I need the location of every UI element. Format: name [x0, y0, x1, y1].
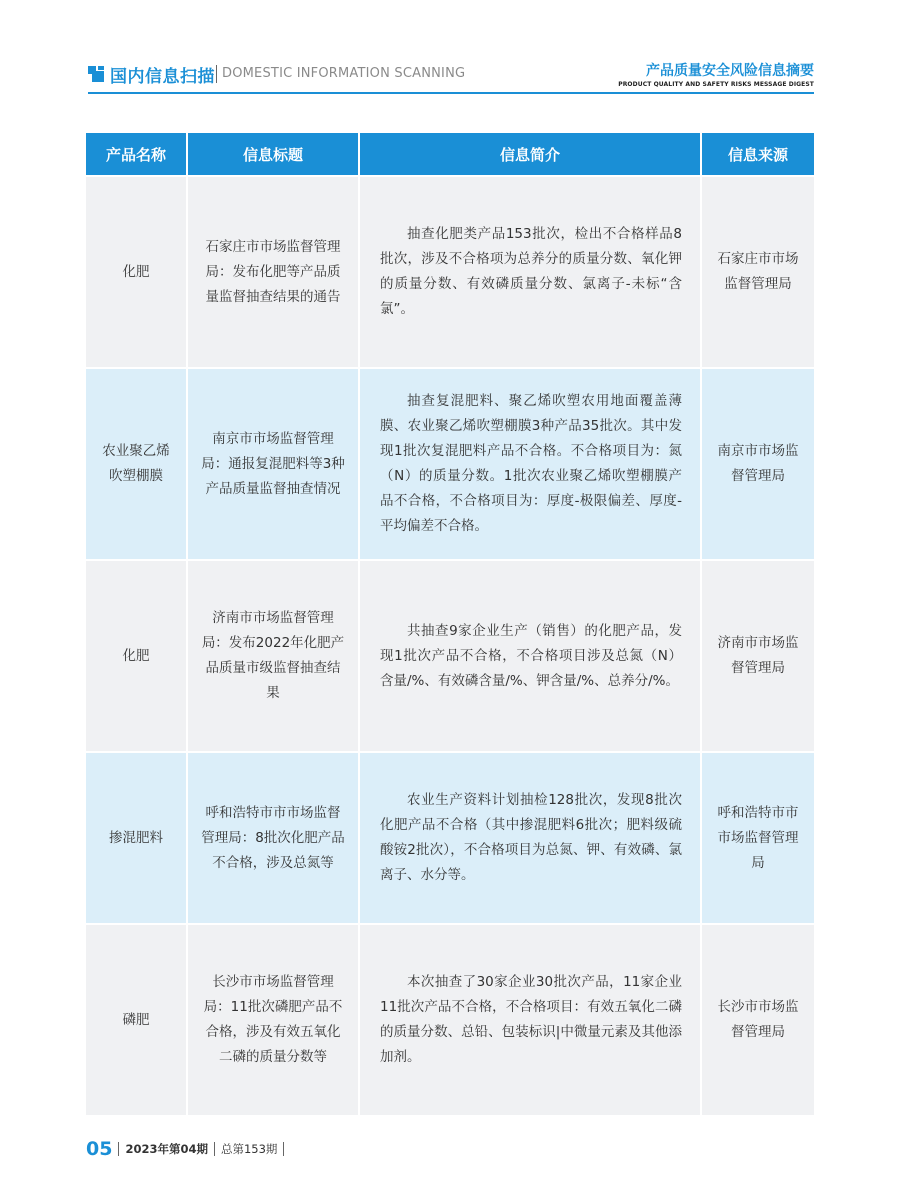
header-rule [88, 92, 814, 94]
footer-divider [214, 1142, 215, 1156]
cell-product: 掺混肥料 [86, 751, 188, 923]
cell-summary: 农业生产资料计划抽检128批次，发现8批次化肥产品不合格（其中掺混肥料6批次；肥料级硫酸铵2批次），不合格项目为总氮、钾、有效磷、氯离子、水分等。 [360, 751, 702, 923]
table-row [86, 559, 814, 751]
info-table [86, 133, 814, 1115]
table-row [86, 923, 814, 1115]
cell-summary: 本次抽查了30家企业30批次产品，11家企业11批次产品不合格，不合格项目：有效五氧化二磷的质量分数、总铅、包装标识|中微量元素及其他添加剂。 [360, 923, 702, 1115]
cell-title: 南京市市场监督管理局：通报复混肥料等3种产品质量监督抽查情况 [188, 367, 360, 559]
table-row [86, 175, 814, 367]
cell-source: 济南市市场监督管理局 [702, 559, 814, 751]
cell-source: 石家庄市市场监督管理局 [702, 175, 814, 367]
cell-source: 长沙市市场监督管理局 [702, 923, 814, 1115]
issue-label: 2023年第04期 [125, 1142, 208, 1156]
total-issue-label: 总第153期 [220, 1142, 278, 1156]
cell-title: 呼和浩特市市市场监督管理局：8批次化肥产品不合格，涉及总氮等 [188, 751, 360, 923]
footer-divider [283, 1142, 284, 1156]
cell-summary: 共抽查9家企业生产（销售）的化肥产品，发现1批次产品不合格，不合格项目涉及总氮（N）含量/%、有效磷含量/%、钾含量/%、总养分/%。 [360, 559, 702, 751]
cell-source: 南京市市场监督管理局 [702, 367, 814, 559]
page-footer [86, 1138, 290, 1162]
footer-divider [118, 1142, 119, 1156]
cell-title: 长沙市市场监督管理局：11批次磷肥产品不合格，涉及有效五氧化二磷的质量分数等 [188, 923, 360, 1115]
cell-product: 化肥 [86, 559, 188, 751]
cell-product: 农业聚乙烯吹塑棚膜 [86, 367, 188, 559]
digest-title: 产品质量安全风险信息摘要 [646, 63, 814, 79]
digest-title-english: PRODUCT QUALITY AND SAFETY RISKS MESSAGE DIGEST [618, 81, 814, 88]
column-header-title: 信息标题 [188, 133, 360, 175]
header-divider [216, 65, 217, 83]
page-header [88, 56, 814, 92]
section-logo-icon [88, 66, 104, 82]
column-header-product: 产品名称 [86, 133, 188, 175]
digest-title-block [618, 60, 814, 88]
cell-product: 磷肥 [86, 923, 188, 1115]
cell-source: 呼和浩特市市市场监督管理局 [702, 751, 814, 923]
section-title: 国内信息扫描 [110, 67, 215, 87]
cell-summary: 抽查复混肥料、聚乙烯吹塑农用地面覆盖薄膜、农业聚乙烯吹塑棚膜3种产品35批次。其中发现1批次复混肥料产品不合格。不合格项目为：氮（N）的质量分数。1批次农业聚乙烯吹塑棚膜产品不合格，不合格项目为：厚度-极限偏差、厚度-平均偏差不合格。 [360, 367, 702, 559]
cell-title: 济南市市场监督管理局：发布2022年化肥产品质量市级监督抽查结果 [188, 559, 360, 751]
table-row [86, 367, 814, 559]
table-header-row [86, 133, 814, 175]
page-number: 05 [86, 1138, 113, 1160]
column-header-source: 信息来源 [702, 133, 814, 175]
table-row [86, 751, 814, 923]
section-title-english: DOMESTIC INFORMATION SCANNING [222, 66, 466, 81]
cell-title: 石家庄市市场监督管理局：发布化肥等产品质量监督抽查结果的通告 [188, 175, 360, 367]
cell-product: 化肥 [86, 175, 188, 367]
column-header-summary: 信息简介 [360, 133, 702, 175]
cell-summary: 抽查化肥类产品153批次，检出不合格样品8批次，涉及不合格项为总养分的质量分数、氧化钾的质量分数、有效磷质量分数、氯离子-未标“含氯”。 [360, 175, 702, 367]
